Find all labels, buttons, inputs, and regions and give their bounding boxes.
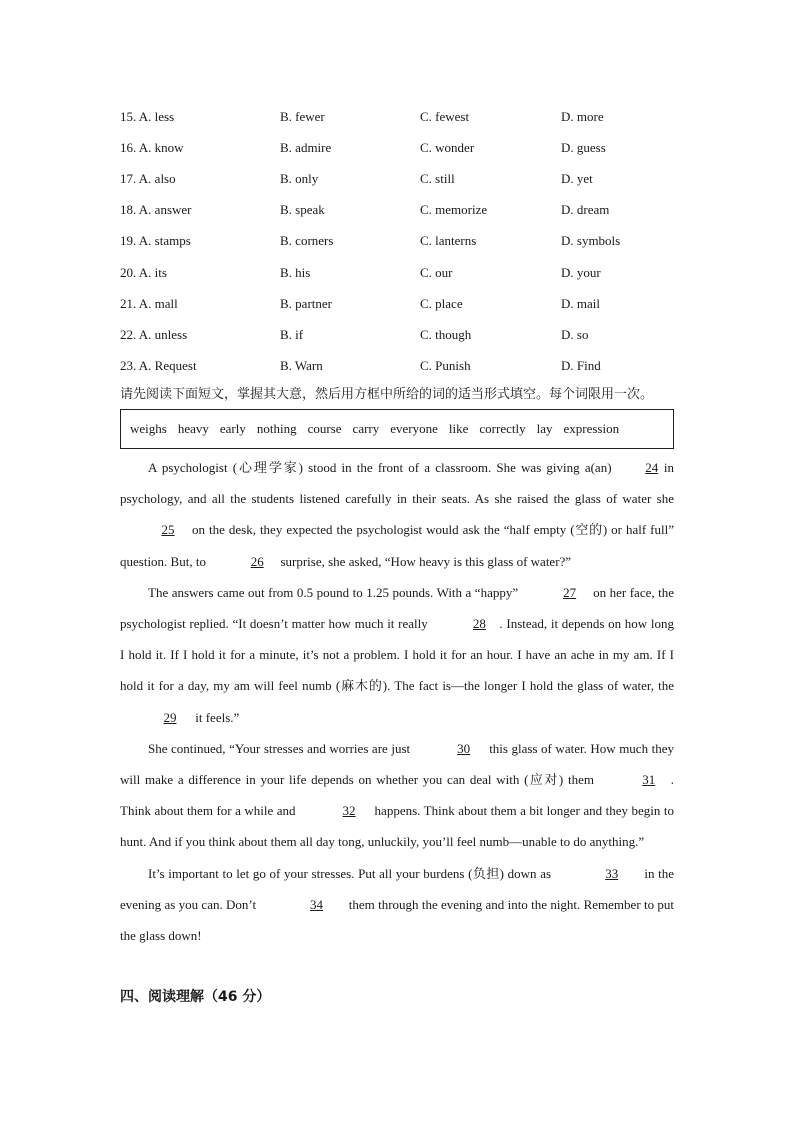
option-d: D. your bbox=[561, 264, 601, 280]
blank-29[interactable]: 29 bbox=[163, 709, 177, 725]
option-a: 22. A. unless bbox=[120, 326, 188, 342]
option-c: C. our bbox=[420, 264, 453, 280]
word-item: correctly bbox=[479, 421, 526, 436]
passage-paragraph bbox=[120, 858, 674, 952]
option-a: 21. A. mall bbox=[120, 295, 178, 311]
option-c: C. memorize bbox=[420, 202, 488, 218]
option-row-20 bbox=[120, 257, 680, 288]
blank-28[interactable]: 28 bbox=[472, 616, 486, 632]
passage-text: this glass of water. How much they will make a difference in your life depends on whether you can deal with (应对) them bbox=[120, 740, 674, 788]
instruction-text: 请先阅读下面短文，掌握其大意，然后用方框中所给的词的适当形式填空。每个词限用一次。 bbox=[120, 387, 654, 402]
passage-text: them through the evening and into the night. Remember to put the glass down! bbox=[120, 896, 674, 944]
option-a: 20. A. its bbox=[120, 264, 167, 280]
word-item: course bbox=[307, 421, 342, 436]
blank-34[interactable]: 34 bbox=[309, 896, 323, 912]
option-d: D. mail bbox=[561, 295, 600, 311]
word-item: like bbox=[448, 421, 469, 436]
word-item: expression bbox=[563, 421, 620, 436]
option-row-21 bbox=[120, 288, 680, 319]
passage-text: It’s important to let go of your stresses. Put all your burdens (负担) down as bbox=[148, 865, 555, 881]
passage-text: surprise, she asked, “How heavy is this glass of water?” bbox=[277, 553, 572, 569]
option-b: B. admire bbox=[280, 139, 332, 155]
option-c: C. though bbox=[420, 326, 472, 342]
option-row-17 bbox=[120, 163, 680, 194]
option-row-18 bbox=[120, 195, 680, 226]
option-b: B. only bbox=[280, 170, 319, 186]
passage bbox=[120, 452, 674, 951]
blank-31[interactable]: 31 bbox=[642, 772, 656, 788]
option-b: B. his bbox=[280, 264, 311, 280]
passage-paragraph bbox=[120, 733, 674, 858]
word-item: early bbox=[219, 421, 246, 436]
passage-text: She continued, “Your stresses and worries are just bbox=[148, 740, 414, 756]
option-b: B. corners bbox=[280, 233, 334, 249]
option-d: D. yet bbox=[561, 170, 593, 186]
option-a: 17. A. also bbox=[120, 170, 176, 186]
option-c: C. Punish bbox=[420, 358, 471, 374]
passage-text: A psychologist (心理学家) stood in the front of a classroom. She was giving a(an) bbox=[148, 460, 617, 475]
blank-25[interactable]: 25 bbox=[161, 522, 175, 538]
option-d: D. guess bbox=[561, 139, 606, 155]
option-row-23 bbox=[120, 351, 680, 382]
option-d: D. more bbox=[561, 108, 604, 124]
option-b: B. speak bbox=[280, 202, 325, 218]
option-row-22 bbox=[120, 319, 680, 350]
option-a: 23. A. Request bbox=[120, 358, 197, 374]
blank-27[interactable]: 27 bbox=[563, 584, 577, 600]
option-b: B. if bbox=[280, 326, 304, 342]
blank-24[interactable]: 24 bbox=[645, 460, 659, 475]
passage-text: it feels.” bbox=[192, 709, 240, 725]
option-c: C. place bbox=[420, 295, 463, 311]
passage-text: . Think about them for a while and bbox=[120, 772, 674, 819]
option-a: 18. A. answer bbox=[120, 202, 192, 218]
passage-text: in psychology, and all the students listened carefully in their seats. As she raised the glass of water she bbox=[120, 460, 674, 507]
option-b: B. partner bbox=[280, 295, 332, 311]
passage-paragraph bbox=[120, 452, 674, 577]
section-heading: 四、阅读理解（46 分） bbox=[120, 989, 271, 1005]
option-row-19 bbox=[120, 226, 680, 257]
option-row-16 bbox=[120, 132, 680, 163]
passage-text: The answers came out from 0.5 pound to 1.25 pounds. With a “happy” bbox=[148, 584, 522, 600]
option-a: 19. A. stamps bbox=[120, 233, 191, 249]
option-c: C. wonder bbox=[420, 139, 475, 155]
blank-33[interactable]: 33 bbox=[605, 865, 619, 881]
option-a: 15. A. less bbox=[120, 108, 175, 124]
word-box bbox=[120, 409, 674, 449]
word-item: weighs bbox=[130, 421, 167, 436]
option-d: D. symbols bbox=[561, 233, 621, 249]
blank-30[interactable]: 30 bbox=[457, 740, 471, 756]
option-c: C. still bbox=[420, 170, 455, 186]
passage-text: on her face, the psychologist replied. “It doesn’t matter how much it really bbox=[120, 584, 674, 632]
option-d: D. so bbox=[561, 326, 589, 342]
blank-32[interactable]: 32 bbox=[342, 803, 356, 819]
option-c: C. lanterns bbox=[420, 233, 477, 249]
word-item: heavy bbox=[177, 421, 209, 436]
passage-text: happens. Think about them a bit longer and they begin to hunt. And if you think about them all day tong, unluckily, you’ll feel numb—unable to do anything.” bbox=[120, 803, 674, 850]
passage-text: on the desk, they expected the psychologist would ask the “half empty (空的) or half full” question. But, to bbox=[120, 522, 674, 569]
word-item: carry bbox=[352, 421, 380, 436]
passage-text: in the evening as you can. Don’t bbox=[120, 865, 674, 912]
option-d: D. Find bbox=[561, 358, 601, 374]
option-a: 16. A. know bbox=[120, 139, 184, 155]
option-row-15 bbox=[120, 101, 680, 132]
answer-options bbox=[120, 101, 680, 382]
option-b: B. Warn bbox=[280, 358, 323, 374]
option-b: B. fewer bbox=[280, 108, 325, 124]
word-item: everyone bbox=[390, 421, 438, 436]
passage-text: . Instead, it depends on how long I hold it. If I hold it for a minute, it’s not a problem. I hold it for an hour. I have an ache in my am. If I hold it for a day, my am will feel numb (麻木的). The fact is—the longer I hold the glass of water, the bbox=[120, 616, 674, 694]
passage-paragraph bbox=[120, 577, 674, 733]
word-item: lay bbox=[536, 421, 553, 436]
option-c: C. fewest bbox=[420, 108, 470, 124]
blank-26[interactable]: 26 bbox=[250, 553, 264, 569]
word-item: nothing bbox=[256, 421, 297, 436]
option-d: D. dream bbox=[561, 202, 610, 218]
